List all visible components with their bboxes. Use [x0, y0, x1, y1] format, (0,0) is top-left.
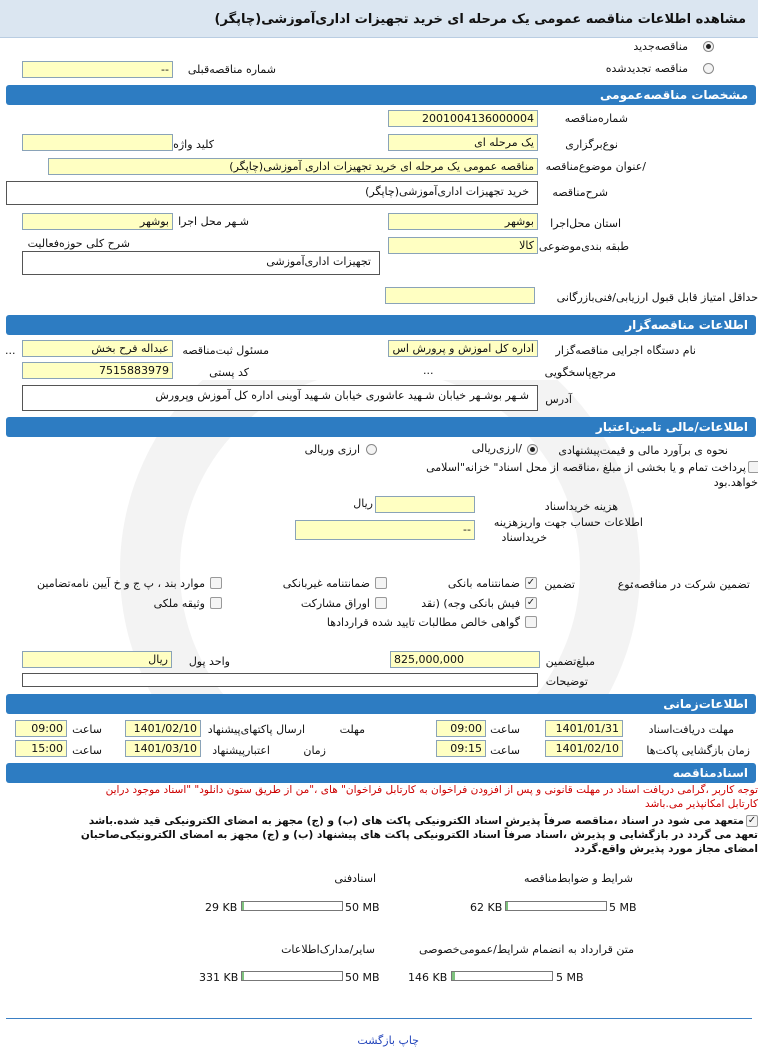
file-terms-progress-fill — [506, 902, 508, 910]
opt-nonbank-guarantee-checkbox[interactable] — [375, 577, 387, 589]
guarantee-label: تضمین — [544, 578, 575, 591]
opt-regulation-items-checkbox[interactable] — [210, 577, 222, 589]
section-finance-header: اطلاعات/مالی تامین‌اعتبار — [6, 417, 756, 437]
province-label: استان محل‌اجرا — [550, 217, 621, 230]
responsible-label: مسئول ثبت‌مناقصه — [182, 344, 269, 357]
file-technical-progress — [241, 901, 343, 911]
currency-label: واحد پول — [188, 655, 230, 668]
file-contract-progress-fill — [452, 972, 455, 980]
opt-bonds-checkbox[interactable] — [375, 597, 387, 609]
open-time-field[interactable]: 09:15 — [436, 740, 486, 757]
subject-field[interactable]: مناقصه عمومی یک مرحله ای خرید تجهیزات اداری آموزشی(چاپگر) — [48, 158, 538, 175]
treasury-checkbox[interactable] — [748, 461, 758, 473]
province-field[interactable]: بوشهر — [388, 213, 538, 230]
notes-label: توضیحات — [545, 675, 588, 688]
activity-field[interactable]: تجهیزات اداری‌آموزشی — [22, 251, 380, 275]
city-label: شـهر محل اجرا — [178, 215, 249, 228]
commitment-text-3: امضای مجاز مورد پذیرش واقع.گردد — [574, 843, 758, 855]
page-title: مشاهده اطلاعات مناقصه عمومی یک مرحله ای خرید تجهیزات اداری‌آموزشی(چاپگر) — [0, 0, 758, 38]
rial-label: /ارزی‌ریالی — [471, 442, 522, 455]
file-technical-label: اسنادفنی — [334, 872, 376, 885]
commitment-text: متعهد می شود در اسناد ،مناقصه صرفاً پذیرش اسناد الکترونیکی پاکت های (ب) و (ج) مجهز به امضای الکترونیکی قید شده.باشد — [88, 815, 744, 827]
responsible-field[interactable]: عبداله فرح بخش — [22, 340, 173, 357]
opt-receivables-checkbox[interactable] — [525, 616, 537, 628]
section-general-header: مشخصات مناقصه‌عمومی — [6, 85, 756, 105]
opt-receivables-label: گواهی خالص مطالبات تایید شده قراردادها — [326, 616, 520, 629]
fx-radio[interactable] — [366, 444, 377, 455]
number-label: شماره‌مناقصه — [564, 112, 628, 125]
file-contract-label: متن قرارداد به انضمام شرایط/عمومی‌خصوصی — [418, 943, 634, 956]
file-technical-size: 29 KB — [205, 901, 238, 914]
receive-time-label: ساعت — [490, 723, 520, 736]
rial-radio[interactable] — [527, 444, 538, 455]
postal-field[interactable]: 7515883979 — [22, 362, 173, 379]
open-label: زمان بازگشایی پاکت‌ها — [646, 744, 750, 757]
docs-notice: توجه کاربر ،گرامی دریافت اسناد در مهلت قانونی و پس از افزودن فراخوان به کارتابل فراخوان" های ،"من از طریق ستون دانلود" "اسناد موجود دراین — [105, 784, 758, 796]
responsible-more-link[interactable]: ... — [5, 344, 16, 357]
valid-label-b: اعتبارپیشنهاد — [212, 744, 270, 757]
amount-label: مبلغ‌تضمین — [545, 655, 595, 668]
city-field[interactable]: بوشهر — [22, 213, 173, 230]
prev-number-field[interactable]: -- — [22, 61, 173, 78]
file-other-progress — [241, 971, 343, 981]
file-other-label: سایر/مدارک‌اطلاعات — [281, 943, 375, 956]
new-tender-radio[interactable] — [703, 41, 714, 52]
address-label: آدرس — [545, 393, 572, 406]
amount-field[interactable]: 825,000,000 — [390, 651, 540, 668]
account-label-2: خریداسناد — [501, 531, 547, 544]
submit-time-label: ساعت — [72, 723, 102, 736]
description-label: شرح‌مناقصه — [552, 186, 608, 199]
valid-time-label: ساعت — [72, 744, 102, 757]
submit-label-a: مهلت — [339, 723, 365, 736]
receive-time-field[interactable]: 09:00 — [436, 720, 486, 737]
opt-bonds-label: اوراق مشارکت — [300, 597, 370, 610]
treasury-text: پرداخت تمام و یا بخشی از مبلغ ،مناقصه از محل اسناد" خزانه"اسلامی — [426, 461, 746, 474]
org-field[interactable]: اداره کل اموزش و پرورش اس — [388, 340, 538, 357]
guarantee-type-label: نوع — [617, 578, 633, 591]
doc-cost-unit: ریال — [353, 497, 373, 510]
opt-property-checkbox[interactable] — [210, 597, 222, 609]
opt-cash-receipt-checkbox[interactable]: ✓ — [526, 597, 536, 608]
file-technical-max: 50 MB — [345, 901, 380, 914]
file-terms-size: 62 KB — [470, 901, 503, 914]
open-time-label: ساعت — [490, 744, 520, 757]
guarantee-title: تضمین شرکت در مناقصه: — [630, 578, 750, 591]
footer-divider — [6, 1018, 752, 1019]
file-other-progress-fill — [242, 972, 244, 980]
valid-time-field[interactable]: 15:00 — [15, 740, 67, 757]
opt-bank-guarantee-label: ضمانتنامه بانکی — [447, 577, 520, 590]
prev-number-label: شماره مناقصه‌قبلی — [187, 63, 276, 76]
renewed-tender-radio[interactable] — [703, 63, 714, 74]
opt-bank-guarantee-checkbox[interactable]: ✓ — [526, 577, 536, 588]
reference-value[interactable]: ... — [423, 364, 434, 377]
file-contract-max: 5 MB — [556, 971, 584, 984]
description-field[interactable]: خرید تجهیزات اداری‌آموزشی(چاپگر) — [6, 181, 538, 205]
keyword-label: کلید واژه — [173, 138, 214, 151]
number-field[interactable]: 2001004136000004 — [388, 110, 538, 127]
min-score-label: حداقل امتیاز قابل قبول ارزیابی/فنی‌بازرگانی — [556, 291, 758, 304]
opt-regulation-items-label: موارد بند ، پ ج و خ آیین نامه‌تضامین — [37, 577, 205, 590]
category-label: طبقه بندی‌موضوعی — [538, 240, 629, 253]
file-other-max: 50 MB — [345, 971, 380, 984]
commitment-checkbox[interactable]: ✓ — [747, 815, 757, 826]
account-label: اطلاعات حساب جهت واریزهزینه — [493, 516, 643, 529]
fx-label: ارزی وریالی — [304, 443, 360, 456]
min-score-field[interactable] — [385, 287, 535, 304]
section-organizer-header: اطلاعات مناقصه‌گزار — [6, 315, 756, 335]
doc-cost-label: هزینه خریداسناد — [544, 500, 618, 513]
valid-label-a: زمان — [303, 744, 326, 757]
account-field[interactable]: -- — [295, 520, 475, 540]
file-terms-max: 5 MB — [609, 901, 637, 914]
keyword-field[interactable] — [22, 134, 173, 151]
receive-label: مهلت دریافت‌اسناد — [648, 723, 734, 736]
treasury-text-2: خواهد.بود — [713, 476, 758, 489]
category-field[interactable]: کالا — [388, 237, 538, 254]
opt-cash-receipt-label: فیش بانکی وجه) (نقد — [421, 597, 520, 610]
reference-label: مرجع‌پاسخگویی — [544, 366, 616, 379]
new-tender-label: مناقصه‌جدید — [633, 40, 688, 53]
docs-notice-2: کارتابل امکانپذیر می.باشد — [645, 798, 758, 810]
kind-label: نوع‌برگزاری — [565, 138, 618, 151]
opt-property-label: وثیقه ملکی — [153, 597, 205, 610]
print-back-link[interactable]: چاپ بازگشت — [357, 1034, 419, 1047]
renewed-tender-label: مناقصه تجدیدشده — [605, 62, 688, 75]
commitment-text-2: تعهد می گردد در بازگشایی و پذیرش ،اسناد صرفاً اسناد الکترونیکی پاکت های پیشنهاد (ب) و (ج) مجهز به امضای الکترونیکی‌صاحبان — [80, 829, 758, 841]
subject-label: /عنوان موضوع‌مناقصه — [545, 160, 646, 173]
file-contract-progress — [451, 971, 553, 981]
valid-date-field[interactable]: 1401/03/10 — [125, 740, 201, 757]
notes-field[interactable] — [22, 673, 538, 687]
activity-label: شرح کلی حوزه‌فعالیت — [27, 237, 130, 250]
file-terms-label: شرایط و ضوابط‌مناقصه — [524, 872, 633, 885]
estimate-method-label: نحوه ی برآورد مالی و قیمت‌پیشنهادی — [558, 444, 728, 457]
submit-date-field[interactable]: 1401/02/10 — [125, 720, 201, 737]
opt-nonbank-guarantee-label: ضمانتنامه غیربانکی — [282, 577, 370, 590]
file-technical-progress-fill — [242, 902, 244, 910]
org-label: نام دستگاه اجرایی مناقصه‌گزار — [555, 344, 696, 357]
submit-time-field[interactable]: 09:00 — [15, 720, 67, 737]
section-timing-header: اطلاعات‌زمانی — [6, 694, 756, 714]
currency-field[interactable]: ریال — [22, 651, 172, 668]
address-field[interactable]: شـهر بوشـهر خیابان شـهید عاشوری خیابان شـهید آوینی اداره کل آموزش وپرورش — [22, 385, 538, 411]
open-date-field[interactable]: 1401/02/10 — [545, 740, 623, 757]
submit-label-b: ارسال پاکتهای‌پیشنهاد — [207, 723, 305, 736]
file-contract-size: 146 KB — [408, 971, 448, 984]
file-terms-progress — [505, 901, 607, 911]
receive-date-field[interactable]: 1401/01/31 — [545, 720, 623, 737]
file-other-size: 331 KB — [199, 971, 239, 984]
doc-cost-field[interactable] — [375, 496, 475, 513]
section-docs-header: اسنادمناقصه — [6, 763, 756, 783]
kind-field[interactable]: یک مرحله ای — [388, 134, 538, 151]
postal-label: کد پستی — [209, 366, 249, 379]
